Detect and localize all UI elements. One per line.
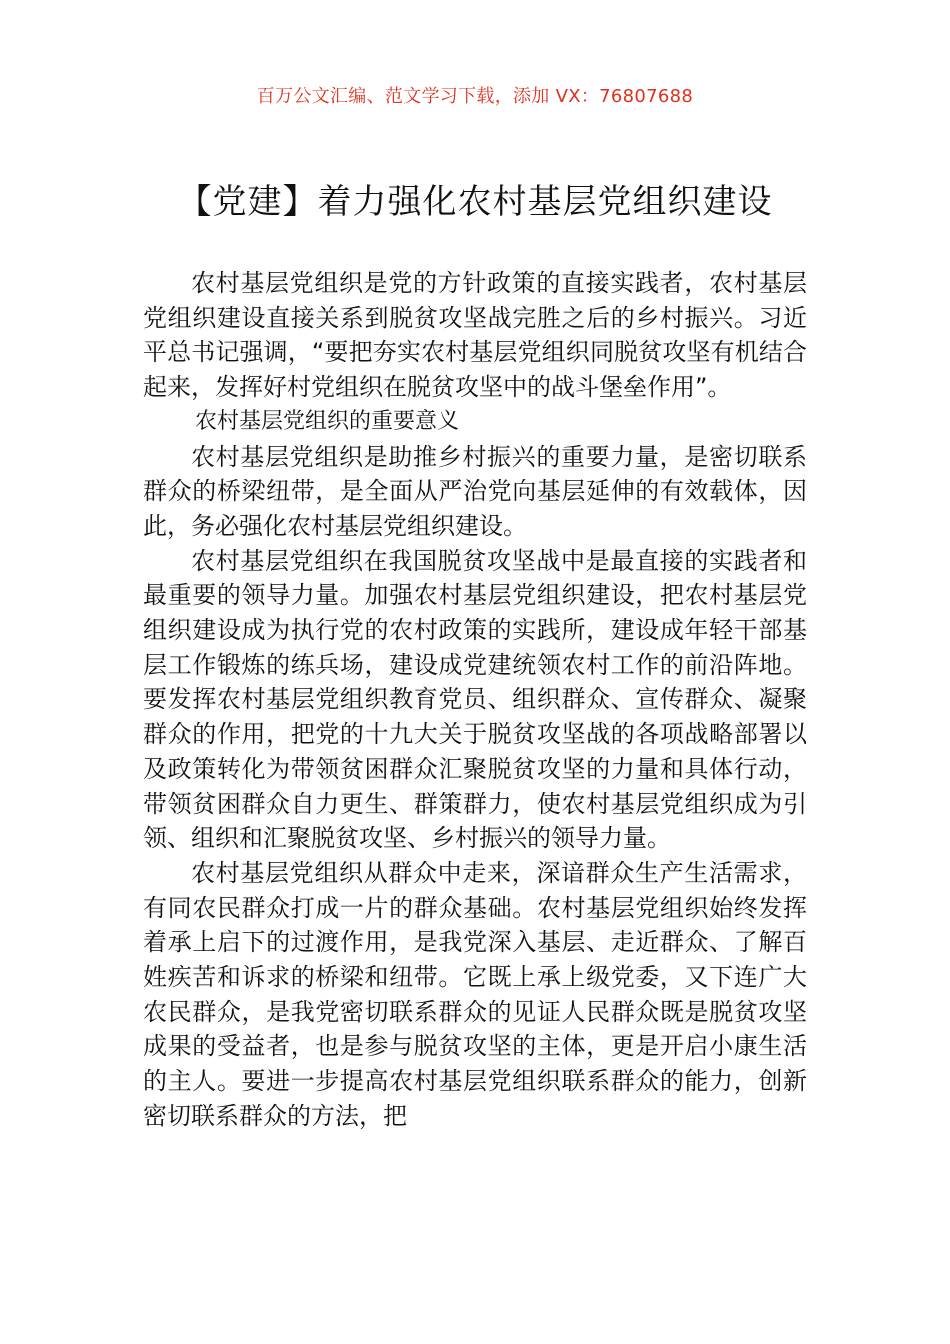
intro-paragraph: 农村基层党组织是党的方针政策的直接实践者，农村基层党组织建设直接关系到脱贫攻坚战完胜之后的乡村振兴。习近平总书记强调，“要把夯实农村基层党组织同脱贫攻坚有机结合起来，发挥好村党组织在脱贫攻坚中的战斗堡垒作用”。 xyxy=(143,269,807,402)
document-title: 【党建】着力强化农村基层党组织建设 xyxy=(177,182,773,222)
watermark-banner: 百万公文汇编、范文学习下载，添加 VX：76807688 xyxy=(256,86,694,107)
body-paragraph: 农村基层党组织从群众中走来，深谙群众生产生活需求，有同农民群众打成一片的群众基础。农村基层党组织始终发挥着承上启下的过渡作用，是我党深入基层、走近群众、了解百姓疾苦和诉求的桥梁和纽带。它既上承上级党委，又下连广大农民群众，是我党密切联系群众的见证人民群众既是脱贫攻坚成果的受益者，也是参与脱贫攻坚的主体，更是开启小康生活的主人。要进一步提高农村基层党组织联系群众的能力，创新密切联系群众的方法，把 xyxy=(143,858,807,1130)
section-heading: 农村基层党组织的重要意义 xyxy=(195,408,460,434)
document-body xyxy=(143,266,807,1134)
body-paragraph: 农村基层党组织是助推乡村振兴的重要力量，是密切联系群众的桥梁纽带，是全面从严治党向基层延伸的有效载体，因此，务必强化农村基层党组织建设。 xyxy=(143,442,807,540)
body-paragraph: 农村基层党组织在我国脱贫攻坚战中是最直接的实践者和最重要的领导力量。加强农村基层党组织建设，把农村基层党组织建设成为执行党的农村政策的实践所，建设成年轻干部基层工作锻炼的练兵场，建设成党建统领农村工作的前沿阵地。要发挥农村基层党组织教育党员、组织群众、宣传群众、凝聚群众的作用，把党的十九大关于脱贫攻坚战的各项战略部署以及政策转化为带领贫困群众汇聚脱贫攻坚的力量和具体行动，带领贫困群众自力更生、群策群力，使农村基层党组织成为引领、组织和汇聚脱贫攻坚、乡村振兴的领导力量。 xyxy=(143,546,807,853)
